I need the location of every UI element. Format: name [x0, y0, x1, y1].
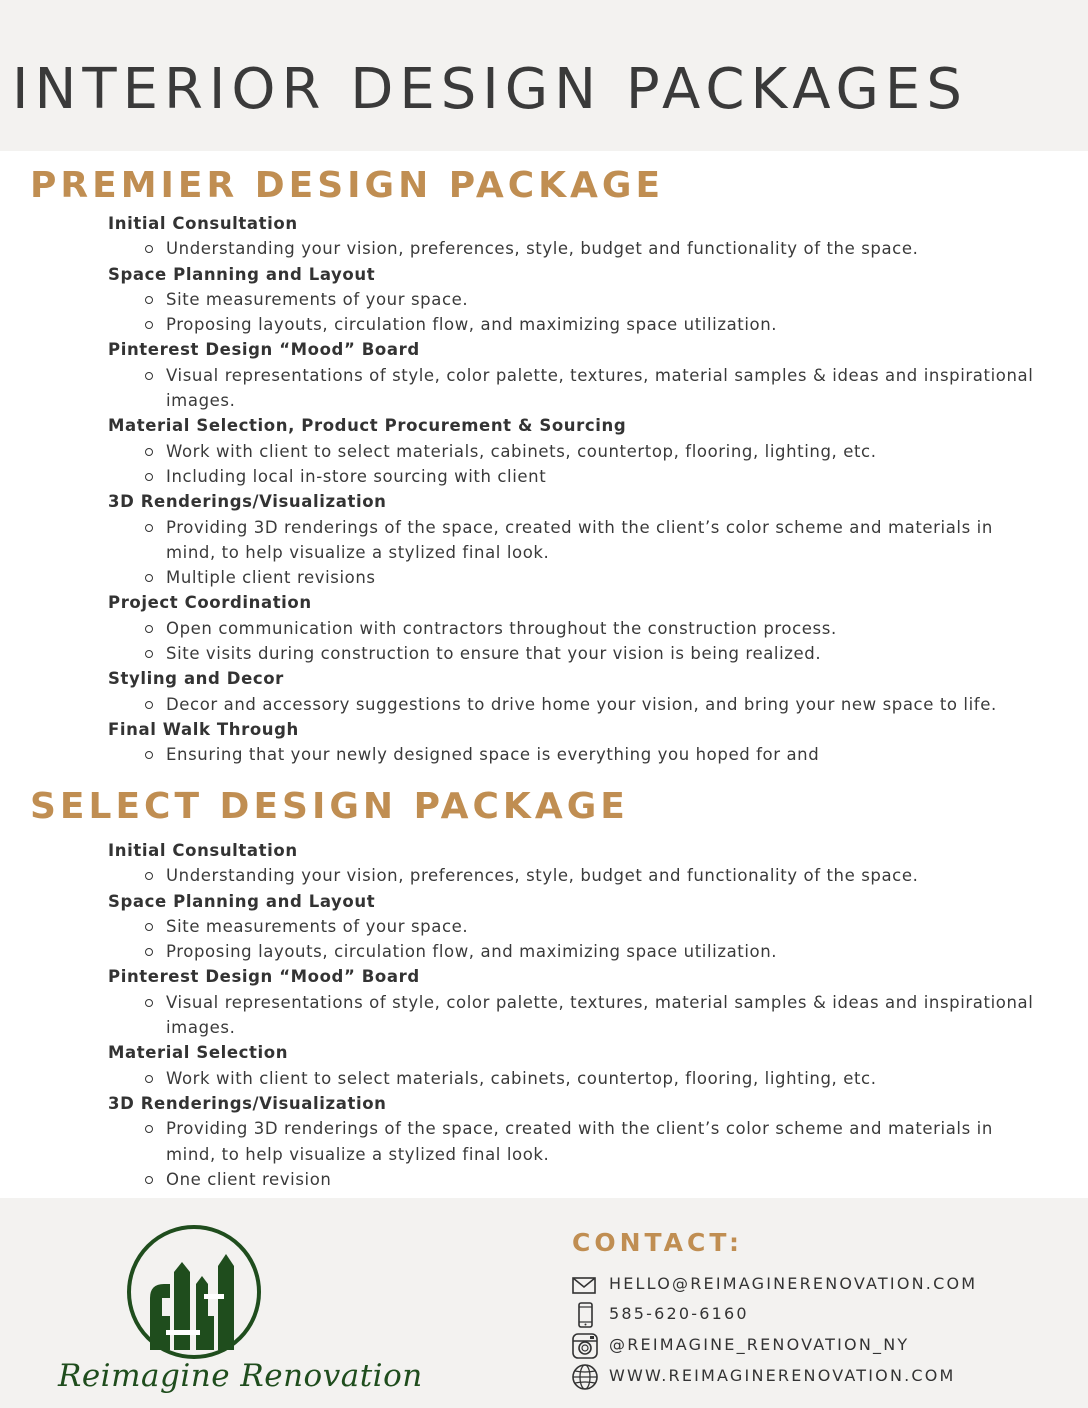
bullet-item: Site measurements of your space.: [166, 287, 1048, 312]
footer-band: [0, 1198, 1088, 1408]
website-text[interactable]: WWW.REIMAGINERENOVATION.COM: [609, 1366, 956, 1385]
instagram-text[interactable]: @REIMAGINE_RENOVATION_NY: [609, 1335, 910, 1354]
bullet-item: Proposing layouts, circulation flow, and maximizing space utilization.: [166, 312, 1048, 337]
package-item: [108, 717, 1048, 768]
bullet-list: [108, 363, 1048, 414]
premier-package-list: [108, 211, 1048, 768]
bullet-item: Understanding your vision, preferences, style, budget and functionality of the space.: [166, 236, 1048, 261]
package-item: [108, 211, 1048, 262]
bullet-item: Ensuring that your newly designed space is everything you hoped for and: [166, 742, 1048, 767]
item-heading: Pinterest Design “Mood” Board: [108, 340, 420, 360]
package-item: [108, 889, 1048, 965]
bullet-item: Decor and accessory suggestions to drive home your vision, and bring your new space to life.: [166, 692, 1048, 717]
item-heading: Project Coordination: [108, 593, 312, 613]
bullet-list: [108, 692, 1048, 717]
bullet-item: Visual representations of style, color palette, textures, material samples & ideas and inspirational images.: [166, 363, 1048, 414]
bullet-list: [108, 742, 1048, 767]
page-title: INTERIOR DESIGN PACKAGES: [12, 57, 968, 122]
bullet-item: Open communication with contractors throughout the construction process.: [166, 616, 1048, 641]
item-heading: Initial Consultation: [108, 214, 298, 233]
select-package-title: SELECT DESIGN PACKAGE: [30, 786, 629, 827]
bullet-list: [108, 1066, 1048, 1091]
premier-package-title: PREMIER DESIGN PACKAGE: [30, 165, 665, 206]
email-icon: [570, 1270, 600, 1300]
item-heading: Material Selection: [108, 1043, 289, 1063]
item-heading: 3D Renderings/Visualization: [108, 1093, 387, 1113]
contact-phone[interactable]: [570, 1300, 1070, 1330]
item-heading: Initial Consultation: [108, 841, 298, 860]
bullet-list: [108, 1116, 1048, 1192]
contact-heading: CONTACT:: [572, 1228, 744, 1257]
instagram-icon: [570, 1331, 600, 1361]
bullet-list: [108, 287, 1048, 338]
item-heading: Styling and Decor: [108, 669, 284, 689]
package-item: [108, 1040, 1048, 1091]
phone-icon: [570, 1300, 600, 1330]
package-item: [108, 489, 1048, 590]
bullet-item: Visual representations of style, color palette, textures, material samples & ideas and inspirational images.: [166, 990, 1048, 1041]
bullet-item: Multiple client revisions: [166, 565, 1048, 590]
contact-website[interactable]: [570, 1362, 1070, 1392]
bullet-list: [108, 236, 1048, 261]
bullet-item: Proposing layouts, circulation flow, and maximizing space utilization.: [166, 939, 1048, 964]
bullet-item: Work with client to select materials, cabinets, countertop, flooring, lighting, etc.: [166, 1066, 1048, 1091]
bullet-list: [108, 990, 1048, 1041]
phone-text[interactable]: 585-620-6160: [609, 1304, 749, 1323]
package-item: [108, 666, 1048, 717]
contact-email[interactable]: [570, 1270, 1070, 1300]
globe-icon: [570, 1362, 600, 1392]
bullet-list: [108, 616, 1048, 667]
bullet-item: Site visits during construction to ensure that your vision is being realized.: [166, 641, 1048, 666]
package-item: [108, 262, 1048, 338]
package-item: [108, 964, 1048, 1040]
header-band: [0, 0, 1088, 151]
item-heading: Final Walk Through: [108, 719, 299, 739]
bullet-item: One client revision: [166, 1167, 1048, 1192]
item-heading: Space Planning and Layout: [108, 264, 376, 284]
logo-mark-icon: [58, 1210, 334, 1360]
bullet-item: Understanding your vision, preferences, style, budget and functionality of the space.: [166, 863, 1048, 888]
bullet-list: [108, 515, 1048, 591]
logo-text: Reimagine Renovation: [58, 1358, 423, 1394]
bullet-item: Providing 3D renderings of the space, created with the client’s color scheme and materials in mind, to help visualize a stylized final look.: [166, 1116, 1048, 1167]
bullet-list: [108, 914, 1048, 965]
package-item: [108, 1091, 1048, 1192]
package-item: [108, 838, 1048, 889]
item-heading: Pinterest Design “Mood” Board: [108, 967, 420, 987]
item-heading: 3D Renderings/Visualization: [108, 492, 387, 512]
bullet-item: Site measurements of your space.: [166, 914, 1048, 939]
package-item: [108, 413, 1048, 489]
bullet-item: Work with client to select materials, cabinets, countertop, flooring, lighting, etc.: [166, 439, 1048, 464]
bullet-item: Including local in-store sourcing with client: [166, 464, 1048, 489]
bullet-item: Providing 3D renderings of the space, created with the client’s color scheme and materials in mind, to help visualize a stylized final look.: [166, 515, 1048, 566]
email-text[interactable]: HELLO@REIMAGINERENOVATION.COM: [609, 1274, 978, 1293]
item-heading: Material Selection, Product Procurement & Sourcing: [108, 416, 627, 436]
package-item: [108, 590, 1048, 666]
bullet-list: [108, 863, 1048, 888]
package-item: [108, 337, 1048, 413]
bullet-list: [108, 439, 1048, 490]
company-logo: [58, 1210, 423, 1402]
item-heading: Space Planning and Layout: [108, 891, 376, 911]
select-package-list: [108, 838, 1048, 1192]
contact-instagram[interactable]: [570, 1331, 1070, 1361]
